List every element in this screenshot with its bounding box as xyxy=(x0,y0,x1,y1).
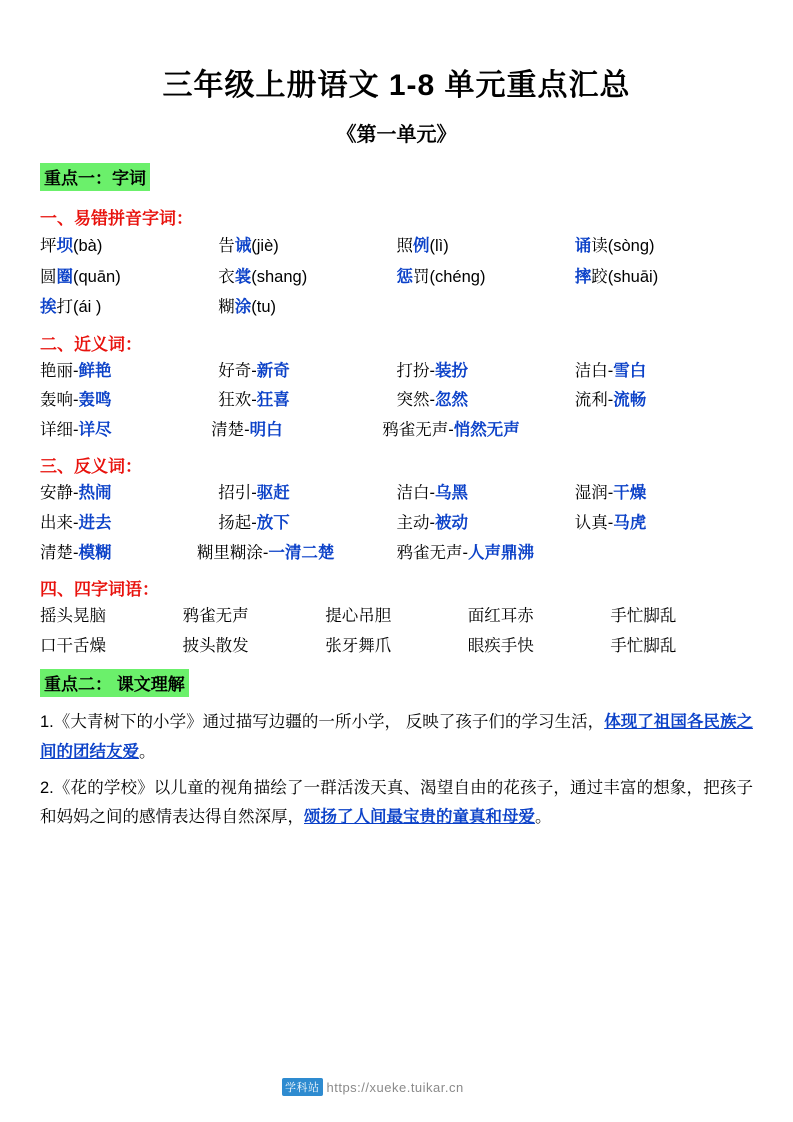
synonym-pair: 鸦雀无声-悄然无声 xyxy=(382,420,520,439)
antonym-pair: 洁白-乌黑 xyxy=(396,484,468,503)
synonym-pair: 好奇-新奇 xyxy=(218,361,290,380)
antonym-pair: 安静-热闹 xyxy=(40,484,112,503)
antonym-row xyxy=(40,541,753,567)
comprehension-tail: 。 xyxy=(535,808,552,827)
comprehension-tail: 。 xyxy=(139,742,156,761)
fourchar-item: 手忙脚乱 xyxy=(610,607,677,626)
synonym-row xyxy=(40,418,753,444)
fourchar-item: 鸦雀无声 xyxy=(182,607,249,626)
synonym-pair: 轰响-轰鸣 xyxy=(40,391,112,410)
antonym-pair: 湿润-干燥 xyxy=(574,484,647,503)
antonym-row xyxy=(40,481,753,507)
fourchar-item: 手忙脚乱 xyxy=(610,636,677,655)
comprehension-item xyxy=(40,708,753,767)
word-item: 照例(lì) xyxy=(396,237,449,255)
fourchar-item: 披头散发 xyxy=(182,636,249,655)
fourchar-item: 摇头晃脑 xyxy=(40,607,106,626)
synonym-row xyxy=(40,388,753,414)
pinyin-row xyxy=(40,295,753,321)
antonym-row xyxy=(40,511,753,537)
comprehension-item xyxy=(40,774,753,833)
antonym-pair: 扬起-放下 xyxy=(218,513,290,532)
watermark xyxy=(282,1078,464,1096)
word-item: 坪坝(bà) xyxy=(40,237,103,255)
antonym-pair: 鸦雀无声-人声鼎沸 xyxy=(396,543,534,562)
word-item: 圆圈(quān) xyxy=(40,267,121,286)
synonym-pair: 狂欢-狂喜 xyxy=(218,391,290,410)
word-item: 告诫(jiè) xyxy=(218,237,279,255)
comprehension-highlight: 颂扬了人间最宝贵的童真和母爱 xyxy=(304,808,535,827)
fourchar-item: 眼疾手快 xyxy=(467,636,534,655)
word-item: 摔跤(shuāi) xyxy=(574,267,659,286)
synonym-pair: 流利-流畅 xyxy=(574,391,647,410)
antonym-pair: 糊里糊涂-一清二楚 xyxy=(196,543,335,562)
page-title: 三年级上册语文 1-8 单元重点汇总 xyxy=(162,69,631,102)
word-item: 惩罚(chéng) xyxy=(396,267,486,286)
synonym-pair: 清楚-明白 xyxy=(211,420,283,439)
synonym-pair: 洁白-雪白 xyxy=(574,361,647,380)
antonym-pair: 主动-被动 xyxy=(396,513,468,532)
synonym-pair: 打扮-装扮 xyxy=(396,361,468,380)
fourchar-item: 提心吊胆 xyxy=(325,607,392,626)
section-heading-antonyms: 三、反义词： xyxy=(40,457,142,477)
pinyin-row xyxy=(40,265,753,291)
comprehension-text: 2.《花的学校》以儿童的视角描绘了一群活泼天真、渴望自由的花孩子，通过丰富的想象，把孩子和妈妈之间的感情表达得自然深厚， xyxy=(40,778,753,827)
comprehension-text: 1.《大青树下的小学》通过描写边疆的一所小学， 反映了孩子们的学习生活， xyxy=(40,713,605,732)
comprehension-highlight: 体现了祖国各民族之间的团结友爱 xyxy=(40,713,753,761)
word-item: 挨打(ái ) xyxy=(40,298,102,317)
fourchar-row xyxy=(40,634,753,660)
pinyin-row xyxy=(40,234,753,260)
antonym-pair: 招引-驱赶 xyxy=(218,484,290,503)
synonym-row xyxy=(40,359,753,385)
synonym-pair: 艳丽-鲜艳 xyxy=(40,361,112,380)
key-point-2-heading: 重点二： 课文理解 xyxy=(40,669,189,697)
fourchar-item: 面红耳赤 xyxy=(467,607,534,626)
section-heading-fourchar: 四、四字词语： xyxy=(40,580,159,600)
synonym-pair: 详细-详尽 xyxy=(40,420,112,439)
antonym-pair: 清楚-模糊 xyxy=(40,543,112,562)
word-item: 糊涂(tu) xyxy=(218,298,276,317)
word-item: 衣裳(shang) xyxy=(218,267,308,286)
fourchar-item: 张牙舞爪 xyxy=(325,636,392,655)
unit-title: 《第一单元》 xyxy=(336,124,457,146)
fourchar-row xyxy=(40,604,753,630)
fourchar-item: 口干舌燥 xyxy=(40,636,106,655)
synonym-pair: 突然-忽然 xyxy=(396,391,468,410)
section-heading-synonyms: 二、近义词： xyxy=(40,334,142,354)
word-item: 诵读(sòng) xyxy=(574,237,655,255)
antonym-pair: 认真-马虎 xyxy=(574,513,647,532)
watermark-url: https://xueke.tuikar.cn xyxy=(326,1080,464,1095)
watermark-badge: 学科站 xyxy=(282,1078,323,1096)
section-heading-pinyin: 一、易错拼音字词： xyxy=(40,209,193,228)
antonym-pair: 出来-进去 xyxy=(40,513,112,532)
key-point-1-heading: 重点一：字词 xyxy=(40,163,150,191)
